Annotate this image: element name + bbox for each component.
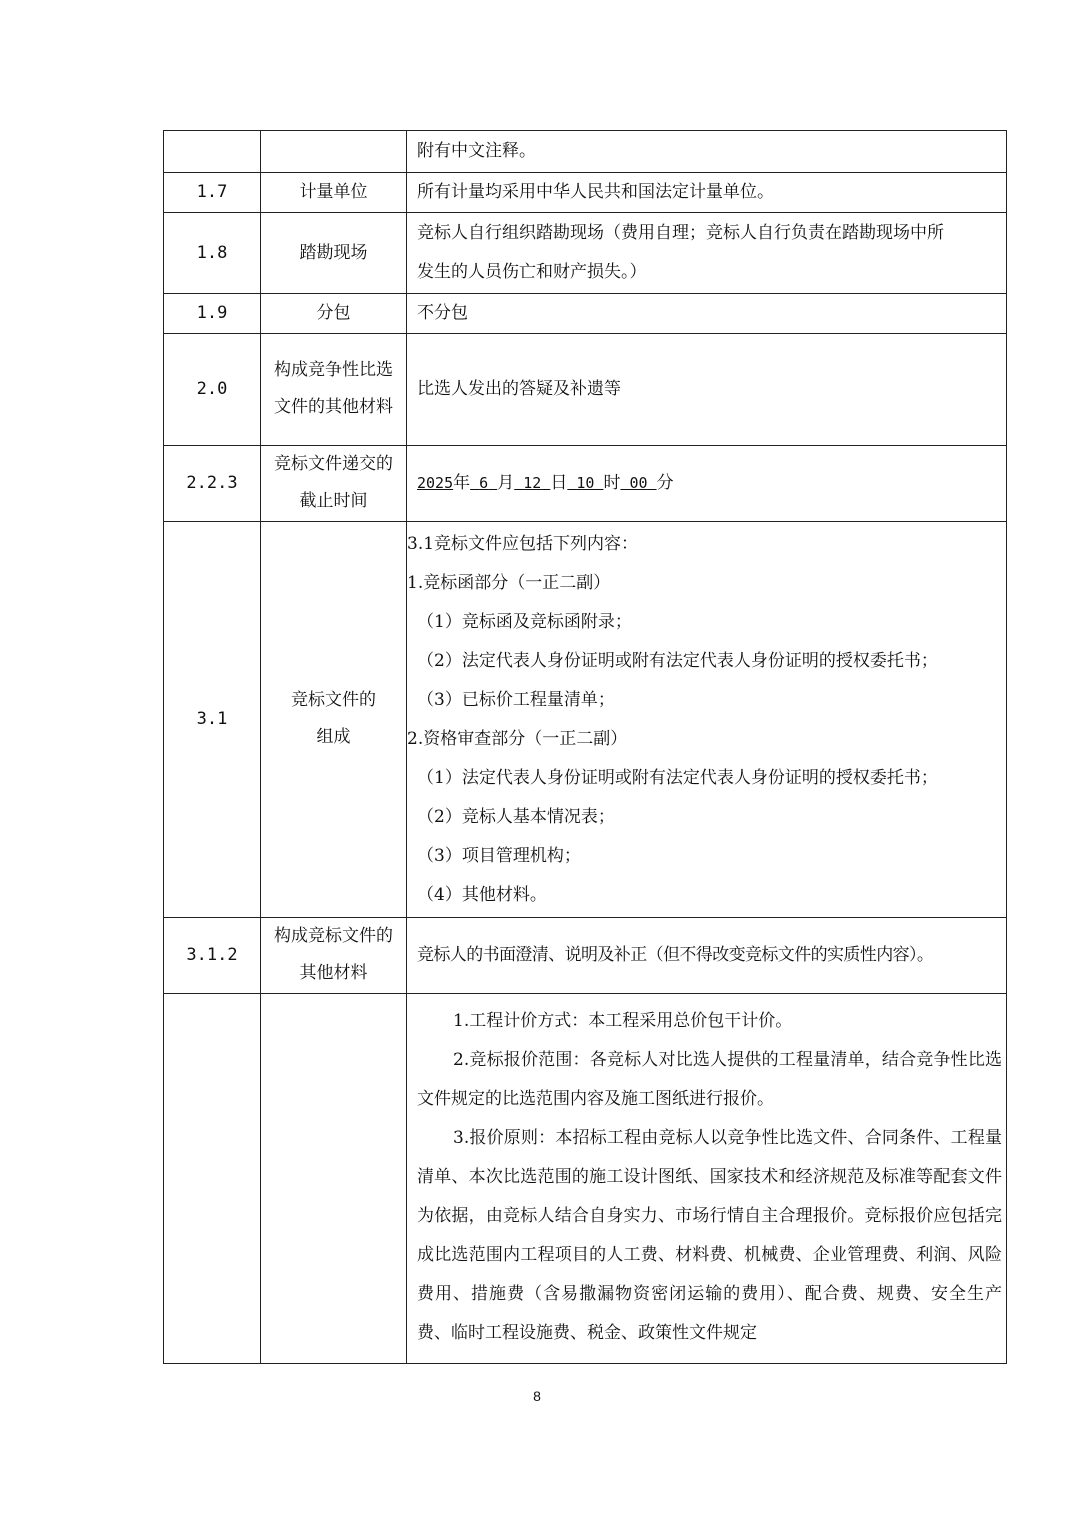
table-row — [164, 294, 1007, 334]
clause-number: 2.0 — [164, 334, 261, 446]
table-row — [164, 334, 1007, 446]
content-line: （2）竞标人基本情况表； — [417, 806, 615, 827]
month-value: 6 — [479, 474, 489, 492]
clause-item — [261, 918, 407, 994]
hour-value: 10 — [576, 474, 595, 492]
bid-data-table — [163, 130, 1007, 1364]
content-line: （4）其他材料。 — [417, 884, 547, 905]
paragraph: 2.竞标报价范围：各竞标人对比选人提供的工程量清单，结合竞争性比选文件规定的比选范围内容及施工图纸进行报价。 — [417, 1050, 1002, 1109]
clause-item — [261, 522, 407, 918]
deadline-content — [407, 446, 1007, 522]
clause-content: 比选人发出的答疑及补遗等 — [407, 334, 1007, 446]
item-label: 构成竞标文件的其他材料 — [274, 926, 393, 983]
deadline-day — [514, 474, 550, 492]
clause-number: 1.7 — [164, 173, 261, 213]
content-line: 发生的人员伤亡和财产损失。） — [417, 262, 647, 282]
minute-unit: 分 — [656, 473, 674, 493]
deadline-minute — [620, 474, 656, 492]
paragraph: 1.工程计价方式：本工程采用总价包干计价。 — [453, 1011, 793, 1031]
content-line: （1）竞标函及竞标函附录； — [417, 611, 632, 632]
year-unit: 年 — [453, 473, 471, 493]
item-label: 竞标文件的组成 — [291, 690, 376, 747]
clause-number: 3.1 — [164, 522, 261, 918]
item-label: 竞标文件递交的截止时间 — [274, 454, 393, 511]
table-row — [164, 994, 1007, 1364]
clause-number: 2.2.3 — [164, 446, 261, 522]
content-line: 2.资格审查部分（一正二副） — [407, 728, 628, 749]
clause-item — [261, 446, 407, 522]
clause-item — [261, 994, 407, 1364]
clause-content: 竞标人的书面澄清、说明及补正（但不得改变竞标文件的实质性内容）。 — [407, 918, 1007, 994]
table-row — [164, 446, 1007, 522]
clause-item — [261, 131, 407, 173]
content-line: 3.1竞标文件应包括下列内容： — [407, 533, 639, 554]
table-row — [164, 173, 1007, 213]
table-row — [164, 522, 1007, 918]
deadline-hour — [567, 474, 603, 492]
clause-number: 3.1.2 — [164, 918, 261, 994]
hour-unit: 时 — [603, 473, 621, 493]
clause-content — [407, 213, 1007, 294]
content-line: （3）已标价工程量清单； — [417, 689, 615, 710]
table-row — [164, 213, 1007, 294]
clause-content: 附有中文注释。 — [407, 131, 1007, 173]
clause-item: 计量单位 — [261, 173, 407, 213]
day-value: 12 — [523, 474, 542, 492]
clause-number — [164, 994, 261, 1364]
clause-content — [407, 994, 1007, 1364]
clause-content — [407, 522, 1007, 918]
table-row — [164, 131, 1007, 173]
content-line: （2）法定代表人身份证明或附有法定代表人身份证明的授权委托书； — [417, 650, 938, 671]
paragraph: 3.报价原则：本招标工程由竞标人以竞争性比选文件、合同条件、工程量清单、本次比选范围的施工设计图纸、国家技术和经济规范及标准等配套文件为依据，由竞标人结合自身实力、市场行情自主合理报价。竞标报价应包括完成比选范围内工程项目的人工费、材料费、机械费、企业管理费、利润、风险费用、措施费（含易撒漏物资密闭运输的费用）、配合费、规费、安全生产费、临时工程设施费、税金、政策性文件规定 — [417, 1128, 1002, 1343]
minute-value: 00 — [629, 474, 648, 492]
content-line: （1）法定代表人身份证明或附有法定代表人身份证明的授权委托书； — [417, 767, 938, 788]
table-row — [164, 918, 1007, 994]
clause-number — [164, 131, 261, 173]
clause-item: 踏勘现场 — [261, 213, 407, 294]
clause-number: 1.8 — [164, 213, 261, 294]
clause-content: 所有计量均采用中华人民共和国法定计量单位。 — [407, 173, 1007, 213]
month-unit: 月 — [497, 473, 515, 493]
clause-item: 分包 — [261, 294, 407, 334]
deadline-year: 2025 — [417, 474, 454, 492]
clause-content: 不分包 — [407, 294, 1007, 334]
content-line: （3）项目管理机构； — [417, 845, 581, 866]
item-label: 构成竞争性比选文件的其他材料 — [274, 360, 393, 417]
deadline-month — [470, 474, 497, 492]
clause-number: 1.9 — [164, 294, 261, 334]
clause-item — [261, 334, 407, 446]
content-line: 1.竞标函部分（一正二副） — [407, 572, 611, 593]
day-unit: 日 — [550, 473, 568, 493]
page-number: 8 — [533, 1388, 541, 1404]
content-line: 竞标人自行组织踏勘现场（费用自理；竞标人自行负责在踏勘现场中所 — [417, 223, 944, 243]
